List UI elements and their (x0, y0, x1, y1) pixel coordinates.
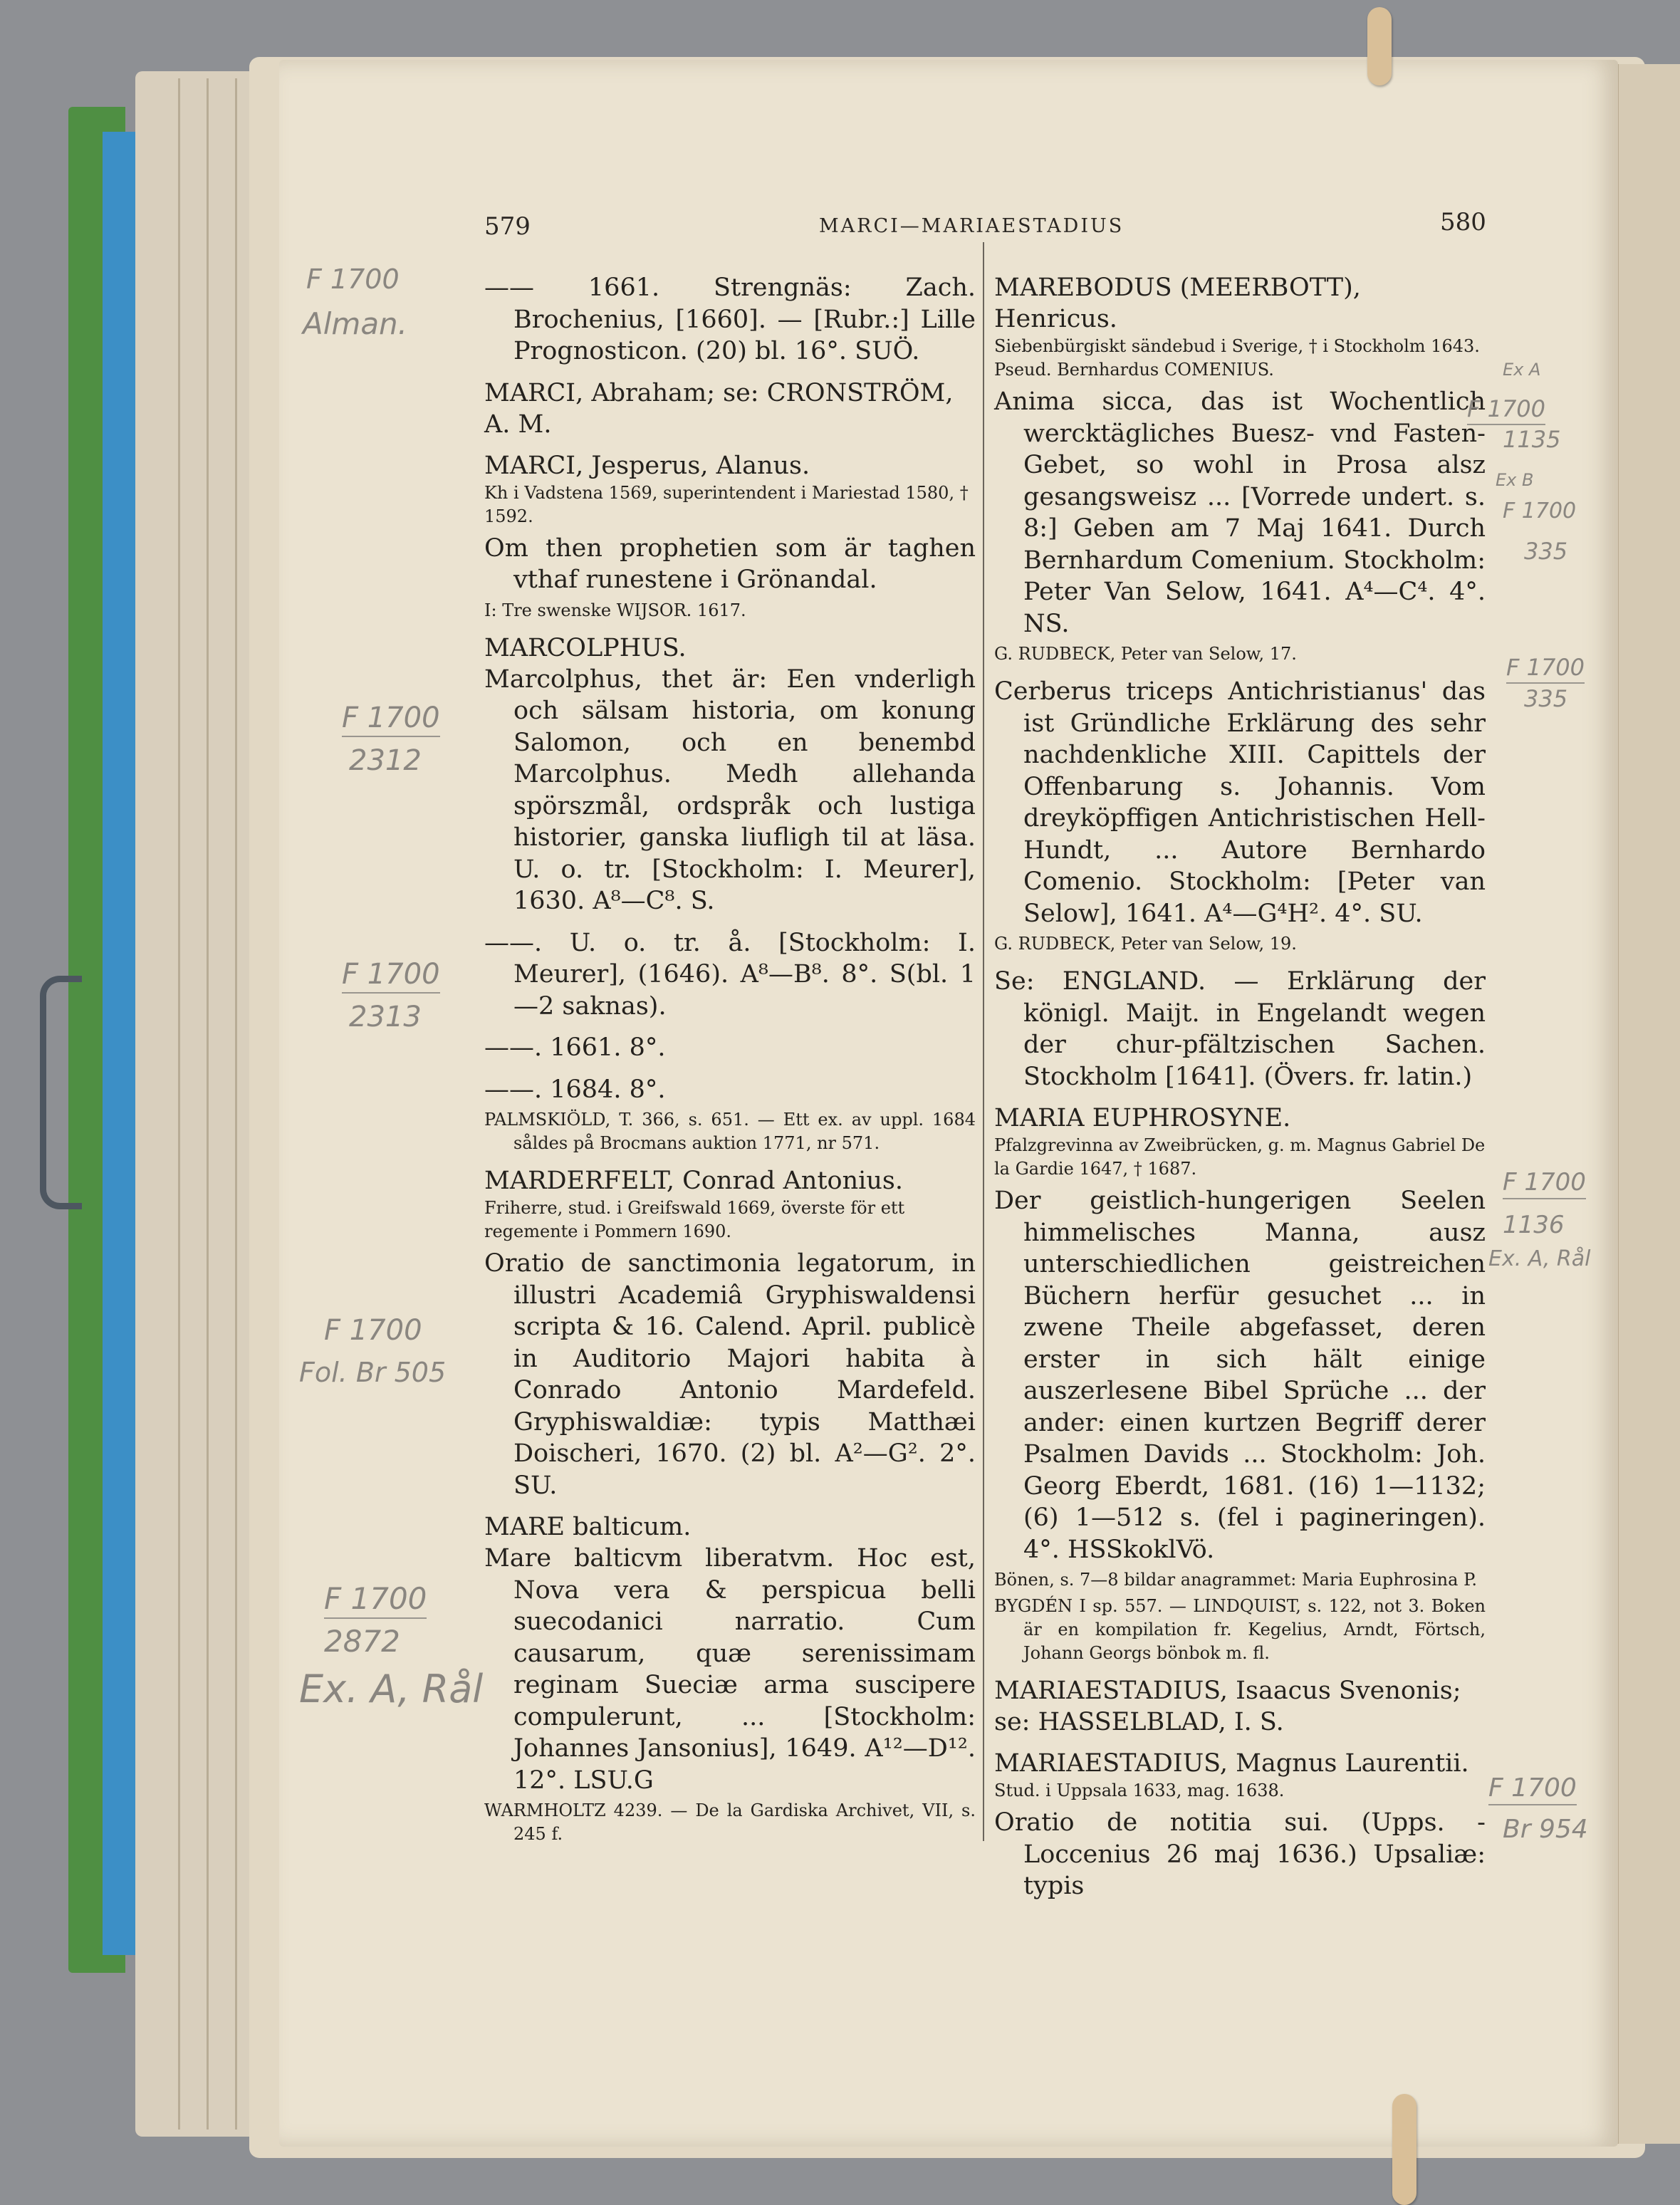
reference-note: Bönen, s. 7—8 bildar anagrammet: Maria Euphrosina P. (994, 1570, 1477, 1590)
bio-note: Friherre, stud. i Greifswald 1669, överste för ett regemente i Pommern 1690. (484, 1198, 905, 1241)
page-edge (235, 78, 237, 2130)
entry-heading: MARCI, Abraham; se: CRONSTRÖM, A. M. (484, 378, 954, 439)
entry: ——. 1661. 8°. (484, 1033, 666, 1062)
entry-heading: MARDERFELT, Conrad Antonius. (484, 1167, 903, 1195)
page-edge (207, 78, 209, 2130)
margin-shelfmark: 2313 (349, 1001, 422, 1033)
margin-shelfmark: Ex. A, Rål (299, 1667, 484, 1711)
reference-note: I: Tre swenske WIJSOR. 1617. (484, 600, 746, 620)
margin-shelfmark: F 1700 (324, 1314, 422, 1347)
entry: Der geistlich-hungerigen Seelen himmelisches Manna, ausz unterschiedlichen geistreichen Büchern herfür gesuchet ... in zwene Theile abgefasset, deren erster in sich hält einige auszerlesene Bibel Sprüche ... der ander: einen kurtzen Begriff derer Psalmen Davids ... Stockholm: Joh. Georg Eberdt, 1681. (16) 1—1132; (6) 1—512 s. (fel i pagineringen). 4°. HSSkoklVö. (994, 1187, 1486, 1564)
margin-shelfmark: F 1700 (1467, 395, 1545, 425)
bio-note: Stud. i Uppsala 1633, mag. 1638. (994, 1781, 1285, 1800)
running-title: MARCI—MARIAESTADIUS (819, 215, 1125, 237)
entry: Mare balticvm liberatvm. Hoc est, Nova vera & perspicua belli suecodanici narratio. Cum causarum, quæ serenissimam reginam Sueciæ arma suscipere compulerunt, ... [Stockholm: Johannes Jansonius], 1649. A¹²—D¹². 12°. LSU.G (484, 1544, 976, 1795)
margin-shelfmark: 2312 (349, 744, 422, 777)
margin-shelfmark: F 1700 (342, 702, 440, 737)
entry: Marcolphus, thet är: Een vnderligh och sälsam historia, om konung Salomon, och en benembd Marcolphus. Medh allehanda spörszmål, ordspråk och lustiga historier, ganska liufligh til at läsa. U. o. tr. [Stockholm: I. Meurer], 1630. A⁸—C⁸. S. (484, 664, 976, 915)
right-page-edge (1617, 64, 1680, 2144)
margin-shelfmark: Br 954 (1503, 1815, 1588, 1844)
right-page-number: 580 (1440, 208, 1486, 236)
book-clamp (40, 976, 82, 1209)
margin-shelfmark: Ex. A, Rål (1488, 1246, 1591, 1271)
margin-shelfmark: Ex B (1496, 470, 1534, 490)
page-marker-bottom (1392, 2094, 1416, 2205)
margin-shelfmark: Alman. (303, 306, 408, 341)
entry-heading: MARIAESTADIUS, Magnus Laurentii. (994, 1749, 1469, 1778)
entry: Se: ENGLAND. — Erklärung der königl. Maijt. in Engelandt wegen der chur-pfältzischen Sachen. Stockholm [1641]. (Övers. fr. latin.) (994, 967, 1486, 1091)
page-marker-top (1367, 7, 1392, 85)
entry: Anima sicca, das ist Wochentlich wercktägliches Buesz- vnd Fasten-Gebet, so wohl in Prosa alsz gesangsweisz ... [Vorrede undert. s. 8:] Geben am 7 Maj 1641. Durch Bernhardum Comenium. Stockholm: Peter Van Selow, 1641. A⁴—C⁴. 4°. NS. (994, 387, 1486, 638)
entry-heading: MARE balticum. (484, 1513, 692, 1541)
entry: Cerberus triceps Antichristianus' das ist Gründliche Erklärung des sehr nachdenkliche XIII. Capittels der Offenbarung s. Johannis. Vom dreyköpffigen Antichristischen Hell-Hundt, ... Autore Bernhardo Comenio. Stockholm: [Peter van Selow], 1641. A⁴—G⁴H². 4°. SU. (994, 677, 1486, 928)
bio-note: Kh i Vadstena 1569, superintendent i Mariestad 1580, † 1592. (484, 482, 969, 526)
entry: ——. 1684. 8°. (484, 1075, 666, 1104)
reference-note: G. RUDBECK, Peter van Selow, 17. (994, 644, 1297, 664)
entry: Oratio de sanctimonia legatorum, in illustri Academiâ Gryphiswaldensi scripta & 16. Calend. April. publicè in Auditorio Majori habita à Conrado Antonio Mardefeld. Gryphiswaldiæ: typis Matthæi Doischeri, 1670. (2) bl. A²—G². 2°. SU. (484, 1249, 976, 1500)
margin-shelfmark: F 1700 (1503, 1168, 1586, 1199)
bio-note: Siebenbürgiskt sändebud i Sverige, † i Stockholm 1643. Pseud. Bernhardus COMENIUS. (994, 336, 1480, 380)
margin-shelfmark: F 1700 (306, 264, 400, 295)
margin-shelfmark: 1135 (1503, 426, 1561, 453)
margin-shelfmark: 335 (1524, 685, 1568, 712)
entry: Oratio de notitia sui. (Upps. - Loccenius 26 maj 1636.) Upsaliæ: typis (994, 1808, 1486, 1900)
bio-note: Pfalzgrevinna av Zweibrücken, g. m. Magnus Gabriel De la Gardie 1647, † 1687. (994, 1135, 1486, 1179)
margin-shelfmark: 1136 (1503, 1211, 1565, 1239)
reference-note: PALMSKIÖLD, T. 366, s. 651. — Ett ex. av uppl. 1684 såldes på Brocmans auktion 1771, nr 571. (484, 1110, 976, 1153)
margin-shelfmark: Ex A (1503, 360, 1541, 380)
margin-shelfmark: F 1700 (1506, 654, 1585, 684)
entry-heading: MARCOLPHUS. (484, 633, 687, 662)
entry-heading: MAREBODUS (MEERBOTT), Henricus. (994, 273, 1361, 333)
reference-note: G. RUDBECK, Peter van Selow, 19. (994, 934, 1297, 954)
margin-shelfmark: 2872 (324, 1624, 400, 1659)
column-divider (983, 242, 984, 1841)
margin-shelfmark: 335 (1524, 538, 1568, 565)
entry: ——. U. o. tr. å. [Stockholm: I. Meurer], (1646). A⁸—B⁸. 8°. S(bl. 1—2 saknas). (484, 928, 976, 1021)
reference-note: BYGDÉN I sp. 557. — LINDQUIST, s. 122, not 3. Boken är en kompilation fr. Kegelius, Arndt, Förtsch, Johann Georgs bönbok m. fl. (994, 1596, 1486, 1663)
right-column (994, 272, 1486, 1902)
page-edge (178, 78, 180, 2130)
entry: Om then prophetien som är taghen vthaf runestene i Grönandal. (484, 533, 976, 594)
margin-shelfmark: Fol. Br 505 (299, 1357, 447, 1388)
margin-shelfmark: F 1700 (1488, 1773, 1577, 1805)
margin-shelfmark: F 1700 (342, 958, 440, 994)
left-column (484, 272, 976, 1846)
entry-heading: MARIA EUPHROSYNE. (994, 1104, 1291, 1132)
margin-shelfmark: F 1700 (324, 1581, 427, 1619)
entry: —— 1661. Strengnäs: Zach. Brochenius, [1660]. — [Rubr.:] Lille Prognosticon. (20) bl. 16°. SUÖ. (484, 273, 976, 365)
entry-heading: MARCI, Jesperus, Alanus. (484, 451, 810, 480)
left-page-number: 579 (484, 212, 531, 241)
margin-shelfmark: F 1700 (1503, 499, 1577, 523)
reference-note: WARMHOLTZ 4239. — De la Gardiska Archivet, VII, s. 245 f. (484, 1800, 976, 1844)
entry-heading: MARIAESTADIUS, Isaacus Svenonis; se: HASSELBLAD, I. S. (994, 1677, 1461, 1736)
